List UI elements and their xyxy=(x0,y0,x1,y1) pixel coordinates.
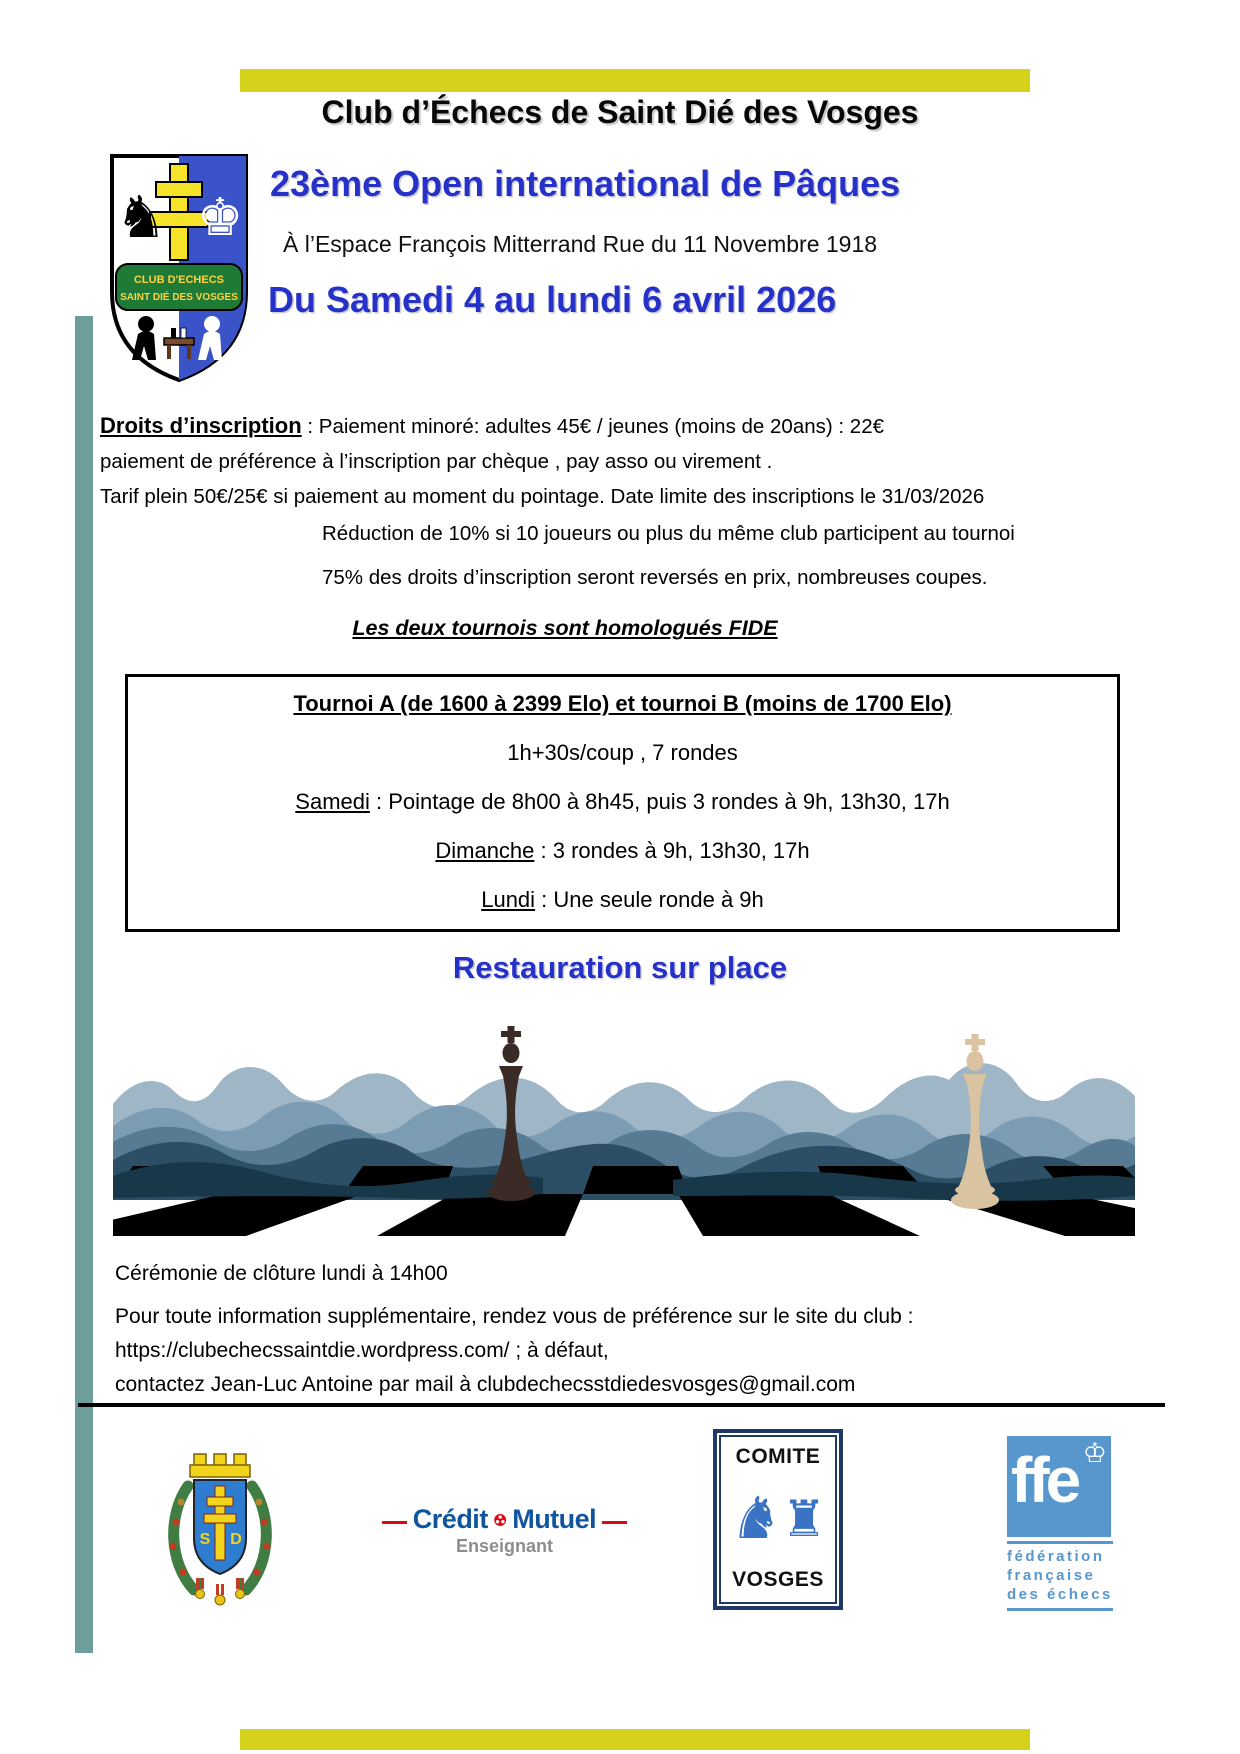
club-name-band xyxy=(116,264,242,310)
schedule-box xyxy=(125,674,1120,932)
coat-letter-d: D xyxy=(230,1531,242,1548)
inscription-line3: Tarif plein 50€/25€ si paiement au moment du pointage. Date limite des inscriptions le 31/03/2026 xyxy=(100,485,985,508)
crown xyxy=(190,1454,250,1477)
knight-icon: ♞ xyxy=(115,185,167,250)
reduction-line: Réduction de 10% si 10 joueurs ou plus du même club participent au tournoi xyxy=(322,522,1015,545)
bottom-accent-bar xyxy=(240,1729,1030,1750)
schedule-title: Tournoi A (de 1600 à 2399 Elo) et tournoi B (moins de 1700 Elo) xyxy=(293,691,952,716)
ffe-wordmark xyxy=(1007,1541,1113,1611)
credit-mutuel-right-dash xyxy=(602,1521,627,1524)
ceremony-line: Cérémonie de clôture lundi à 14h00 xyxy=(115,1262,448,1285)
club-band-line2: SAINT DIÉ DES VOSGES xyxy=(120,292,238,303)
credit-mutuel-subtitle: Enseignant xyxy=(455,1536,553,1556)
credit-mutuel-left-dash xyxy=(382,1521,407,1524)
fide-homologation-line: Les deux tournois sont homologués FIDE xyxy=(352,616,778,640)
credit-mutuel-word1: Crédit xyxy=(412,1504,488,1534)
day-details: : Pointage de 8h00 à 8h45, puis 3 rondes à 9h, 13h30, 17h xyxy=(369,789,950,814)
info-block xyxy=(115,1300,1145,1402)
comite-rook-icon: ♜ xyxy=(781,1490,827,1547)
prizes-line: 75% des droits d’inscription seront reversés en prix, nombreuses coupes. xyxy=(322,566,988,589)
day-label: Samedi xyxy=(295,789,370,814)
club-band-line1: CLUB D'ECHECS xyxy=(133,274,225,286)
info-line2-url: https://clubechecssaintdie.wordpress.com/ ; à défaut, xyxy=(115,1339,609,1362)
credit-mutuel-icon xyxy=(494,1507,506,1533)
credit-mutuel-word2: Mutuel xyxy=(512,1504,597,1534)
ffe-acronym: ffe xyxy=(1011,1444,1078,1516)
event-title: 23ème Open international de Pâques xyxy=(270,163,901,204)
schedule-cadence: 1h+30s/coup , 7 rondes xyxy=(507,740,738,765)
footer-divider xyxy=(78,1403,1165,1407)
ffe-line2: française xyxy=(1007,1567,1096,1584)
schedule-day-sunday xyxy=(128,837,1117,865)
restauration-heading: Restauration sur place xyxy=(452,950,788,985)
medals xyxy=(196,1578,245,1605)
comite-word-top: COMITE xyxy=(735,1445,821,1468)
page-title: Club d’Échecs de Saint Dié des Vosges xyxy=(321,94,919,130)
inscription-paragraph xyxy=(100,408,1135,514)
schedule-day-saturday xyxy=(128,788,1117,816)
ffe-king-icon: ♔ xyxy=(1082,1438,1107,1468)
day-details: : 3 rondes à 9h, 13h30, 17h xyxy=(534,838,810,863)
day-details: : Une seule ronde à 9h xyxy=(535,887,764,912)
dates-line: Du Samedi 4 au lundi 6 avril 2026 xyxy=(268,279,837,320)
club-shield-logo xyxy=(108,152,250,384)
city-coat-of-arms-icon xyxy=(160,1452,280,1620)
ffe-logo xyxy=(1007,1436,1113,1611)
info-line1: Pour toute information supplémentaire, rendez vous de préférence sur le site du club : xyxy=(115,1305,914,1328)
comite-knight-icon: ♞ xyxy=(729,1485,782,1551)
mountain-chess-illustration xyxy=(113,1008,1135,1236)
inscription-line2: paiement de préférence à l’inscription par chèque , pay asso ou virement . xyxy=(100,450,773,473)
inscription-label: Droits d’inscription xyxy=(100,413,302,438)
coat-letter-s: S xyxy=(199,1531,211,1548)
comite-word-bottom: VOSGES xyxy=(732,1568,824,1591)
info-line3-email: contactez Jean-Luc Antoine par mail à clubdechecsstdiedesvosges@gmail.com xyxy=(115,1373,856,1396)
day-label: Dimanche xyxy=(435,838,535,863)
inscription-line1: : Paiement minoré: adultes 45€ / jeunes (moins de 20ans) : 22€ xyxy=(301,415,884,438)
day-label: Lundi xyxy=(481,887,536,912)
venue-line: À l’Espace François Mitterrand Rue du 11 Novembre 1918 xyxy=(283,231,878,257)
schedule-day-monday xyxy=(128,886,1117,914)
king-icon: ♚ xyxy=(196,189,244,247)
top-accent-bar xyxy=(240,69,1030,92)
ffe-line3: des échecs xyxy=(1007,1586,1113,1603)
ffe-line1: fédération xyxy=(1007,1548,1105,1565)
comite-vosges-logo xyxy=(713,1429,843,1610)
credit-mutuel-logo xyxy=(382,1504,627,1557)
